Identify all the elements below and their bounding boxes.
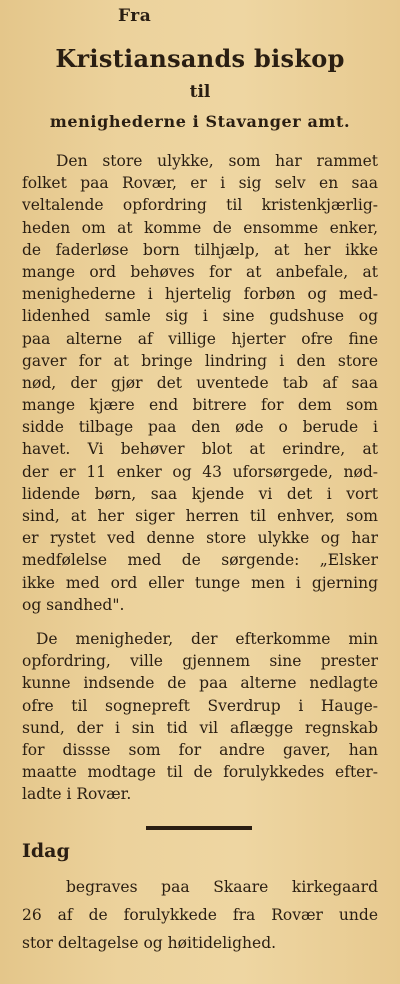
- text-line: veltalende opfordring til kristenkjærlig-: [22, 196, 378, 215]
- text-line: De menigheder, der efterkomme min: [36, 630, 378, 648]
- text-line: maatte modtage til de forulykkedes efter-: [22, 763, 378, 782]
- article-paragraph-2: [22, 628, 378, 806]
- text-line: heden om at komme de ensomme enker,: [22, 218, 378, 237]
- header-fra: Fra: [118, 6, 152, 26]
- text-line: mange kjære end bitrere for dem som: [22, 396, 378, 415]
- article-subtitle: menighederne i Stavanger amt.: [49, 112, 351, 131]
- text-line: er rystet ved denne store ulykke og har: [22, 529, 378, 548]
- text-line: stor deltagelse og høitidelighed.: [22, 934, 277, 952]
- text-line: de faderløse born tilhjælp, at her ikke: [22, 240, 378, 259]
- article-paragraph-1: [22, 150, 378, 616]
- text-line: menighederne i hjertelig forbøn og med-: [22, 285, 378, 304]
- text-line: ofre til sognepreft Sverdrup i Hauge-: [22, 696, 378, 715]
- text-line: kunne indsende de paa alterne nedlagte: [22, 674, 378, 693]
- text-line: for dissse som for andre gaver, han: [22, 740, 378, 759]
- text-line: Den store ulykke, som har rammet: [56, 152, 378, 170]
- text-line: sind, at her siger herren til enhver, som: [22, 507, 378, 525]
- section-divider: [146, 826, 252, 830]
- text-line: sidde tilbage paa den øde o berude i: [22, 418, 378, 437]
- text-line: mange ord behøves for at anbefale, at: [22, 262, 378, 281]
- text-line: lidende børn, saa kjende vi det i vort: [22, 484, 378, 503]
- text-line: og sandhed".: [22, 595, 125, 614]
- text-line: sund, der i sin tid vil aflægge regnskab: [22, 718, 378, 737]
- notice-heading: Idag: [22, 840, 70, 862]
- notice-paragraph: [22, 873, 378, 957]
- text-line: ladte i Rovær.: [22, 785, 132, 804]
- text-line: paa alterne af villige hjerter ofre fine: [22, 329, 378, 348]
- header-til: til: [189, 82, 211, 102]
- text-line: medfølelse med de sørgende: „Elsker: [22, 551, 378, 570]
- text-line: 26 af de forulykkede fra Rovær unde: [22, 906, 378, 924]
- text-line: lidenhed samle sig i sine gudshuse og: [22, 307, 378, 326]
- text-line: ikke med ord eller tunge men i gjerning: [22, 573, 378, 592]
- text-line: der er 11 enker og 43 uforsørgede, nød-: [22, 462, 378, 481]
- text-line: gaver for at bringe lindring i den store: [22, 351, 378, 370]
- text-line: havet. Vi behøver blot at erindre, at: [22, 440, 378, 459]
- text-line: opfordring, ville gjennem sine prester: [22, 652, 378, 671]
- text-line: nød, der gjør det uventede tab af saa: [22, 373, 378, 392]
- article-title: Kristiansands biskop: [55, 44, 345, 73]
- text-line: folket paa Rovær, er i sig selv en saa: [22, 174, 378, 193]
- text-line: begraves paa Skaare kirkegaard: [66, 878, 378, 896]
